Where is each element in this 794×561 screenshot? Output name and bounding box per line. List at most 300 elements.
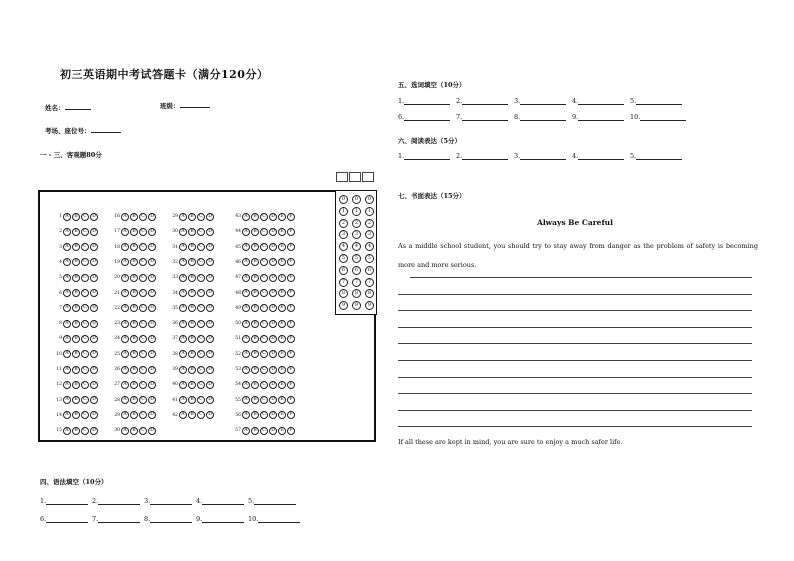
name-field[interactable] — [45, 103, 91, 112]
option-bubble[interactable]: B — [130, 411, 138, 419]
option-bubble[interactable]: D — [90, 304, 98, 312]
digit-bubble[interactable]: 6 — [339, 266, 348, 275]
digit-bubble[interactable]: 2 — [339, 219, 348, 228]
option-bubble[interactable]: C — [81, 350, 89, 358]
option-bubble[interactable]: D — [148, 396, 156, 404]
option-bubble[interactable]: B — [188, 304, 196, 312]
option-bubble[interactable]: A — [242, 274, 250, 282]
option-bubble[interactable]: B — [188, 381, 196, 389]
answer-blank[interactable] — [196, 515, 244, 523]
option-bubble[interactable]: C — [260, 274, 268, 282]
option-bubble[interactable]: C — [197, 304, 205, 312]
option-bubble[interactable]: C — [139, 304, 147, 312]
option-bubble[interactable]: B — [130, 258, 138, 266]
option-bubble[interactable]: B — [188, 335, 196, 343]
option-bubble[interactable]: E — [278, 427, 286, 435]
option-bubble[interactable]: A — [179, 213, 187, 221]
option-bubble[interactable]: D — [269, 427, 277, 435]
option-bubble[interactable]: C — [81, 381, 89, 389]
option-bubble[interactable]: D — [269, 274, 277, 282]
option-bubble[interactable]: A — [63, 320, 71, 328]
option-bubble[interactable]: A — [242, 350, 250, 358]
option-bubble[interactable]: C — [260, 304, 268, 312]
option-bubble[interactable]: B — [188, 289, 196, 297]
option-bubble[interactable]: D — [206, 396, 214, 404]
option-bubble[interactable]: B — [251, 213, 259, 221]
option-bubble[interactable]: C — [260, 396, 268, 404]
option-bubble[interactable]: D — [90, 396, 98, 404]
option-bubble[interactable]: D — [269, 411, 277, 419]
digit-bubble[interactable]: 7 — [365, 278, 374, 287]
option-bubble[interactable]: D — [90, 427, 98, 435]
option-bubble[interactable]: A — [179, 258, 187, 266]
answer-blank[interactable] — [92, 497, 140, 505]
option-bubble[interactable]: B — [251, 366, 259, 374]
answer-blank[interactable] — [630, 97, 682, 105]
option-bubble[interactable]: D — [269, 335, 277, 343]
option-bubble[interactable]: D — [90, 289, 98, 297]
option-bubble[interactable]: D — [90, 274, 98, 282]
option-bubble[interactable]: B — [130, 320, 138, 328]
digit-bubble[interactable]: 0 — [365, 195, 374, 204]
option-bubble[interactable]: D — [269, 258, 277, 266]
option-bubble[interactable]: C — [139, 350, 147, 358]
option-bubble[interactable]: B — [130, 304, 138, 312]
option-bubble[interactable]: B — [251, 304, 259, 312]
option-bubble[interactable]: B — [188, 243, 196, 251]
writing-line[interactable] — [398, 294, 752, 295]
option-bubble[interactable]: B — [251, 411, 259, 419]
option-bubble[interactable]: B — [130, 366, 138, 374]
option-bubble[interactable]: C — [197, 289, 205, 297]
option-bubble[interactable]: E — [278, 320, 286, 328]
option-bubble[interactable]: A — [121, 335, 129, 343]
digit-bubble[interactable]: 0 — [352, 195, 361, 204]
option-bubble[interactable]: C — [139, 320, 147, 328]
option-bubble[interactable]: A — [242, 304, 250, 312]
option-bubble[interactable]: D — [206, 304, 214, 312]
digit-bubble[interactable]: 7 — [339, 278, 348, 287]
option-bubble[interactable]: B — [188, 411, 196, 419]
option-bubble[interactable]: A — [121, 213, 129, 221]
option-bubble[interactable]: F — [287, 258, 295, 266]
option-bubble[interactable]: B — [72, 320, 80, 328]
option-bubble[interactable]: A — [63, 335, 71, 343]
option-bubble[interactable]: F — [287, 304, 295, 312]
option-bubble[interactable]: A — [121, 304, 129, 312]
option-bubble[interactable]: A — [121, 243, 129, 251]
writing-line[interactable] — [398, 310, 752, 311]
option-bubble[interactable]: E — [278, 228, 286, 236]
option-bubble[interactable]: A — [63, 350, 71, 358]
option-bubble[interactable]: F — [287, 381, 295, 389]
option-bubble[interactable]: C — [197, 411, 205, 419]
option-bubble[interactable]: A — [242, 243, 250, 251]
option-bubble[interactable]: B — [188, 274, 196, 282]
digit-bubble[interactable]: 5 — [339, 254, 348, 263]
option-bubble[interactable]: B — [72, 427, 80, 435]
writing-line[interactable] — [398, 377, 752, 378]
digit-bubble[interactable]: 2 — [365, 219, 374, 228]
option-bubble[interactable]: A — [63, 243, 71, 251]
option-bubble[interactable]: C — [197, 213, 205, 221]
option-bubble[interactable]: C — [81, 427, 89, 435]
option-bubble[interactable]: E — [278, 411, 286, 419]
option-bubble[interactable]: C — [139, 228, 147, 236]
option-bubble[interactable]: D — [269, 381, 277, 389]
answer-blank[interactable] — [398, 97, 450, 105]
option-bubble[interactable]: B — [188, 320, 196, 328]
option-bubble[interactable]: A — [242, 335, 250, 343]
option-bubble[interactable]: B — [251, 335, 259, 343]
option-bubble[interactable]: B — [72, 366, 80, 374]
option-bubble[interactable]: E — [278, 381, 286, 389]
writing-line[interactable] — [398, 343, 752, 344]
option-bubble[interactable]: A — [121, 350, 129, 358]
option-bubble[interactable]: B — [72, 396, 80, 404]
digit-bubble[interactable]: 6 — [352, 266, 361, 275]
option-bubble[interactable]: A — [179, 304, 187, 312]
answer-blank[interactable] — [398, 152, 450, 160]
option-bubble[interactable]: C — [197, 228, 205, 236]
option-bubble[interactable]: C — [139, 335, 147, 343]
option-bubble[interactable]: B — [188, 366, 196, 374]
option-bubble[interactable]: D — [148, 381, 156, 389]
answer-blank[interactable] — [630, 152, 682, 160]
writing-line[interactable] — [398, 410, 752, 411]
digit-bubble[interactable]: 5 — [352, 254, 361, 263]
option-bubble[interactable]: B — [251, 320, 259, 328]
option-bubble[interactable]: C — [260, 258, 268, 266]
option-bubble[interactable]: A — [63, 289, 71, 297]
digit-bubble[interactable]: 9 — [365, 301, 374, 310]
option-bubble[interactable]: F — [287, 366, 295, 374]
digit-bubble[interactable]: 0 — [339, 195, 348, 204]
option-bubble[interactable]: D — [148, 366, 156, 374]
option-bubble[interactable]: D — [148, 427, 156, 435]
option-bubble[interactable]: D — [90, 258, 98, 266]
option-bubble[interactable]: C — [81, 320, 89, 328]
option-bubble[interactable]: A — [179, 381, 187, 389]
option-bubble[interactable]: A — [179, 320, 187, 328]
option-bubble[interactable]: A — [179, 350, 187, 358]
option-bubble[interactable]: F — [287, 320, 295, 328]
option-bubble[interactable]: C — [197, 258, 205, 266]
answer-blank[interactable] — [514, 97, 566, 105]
answer-blank[interactable] — [144, 497, 192, 505]
digit-bubble[interactable]: 3 — [339, 230, 348, 239]
option-bubble[interactable]: C — [197, 396, 205, 404]
option-bubble[interactable]: C — [197, 243, 205, 251]
digit-bubble[interactable]: 3 — [365, 230, 374, 239]
option-bubble[interactable]: B — [130, 213, 138, 221]
option-bubble[interactable]: D — [206, 350, 214, 358]
option-bubble[interactable]: C — [81, 258, 89, 266]
answer-blank[interactable] — [248, 497, 296, 505]
option-bubble[interactable]: A — [242, 213, 250, 221]
option-bubble[interactable]: A — [121, 320, 129, 328]
option-bubble[interactable]: A — [242, 320, 250, 328]
option-bubble[interactable]: C — [139, 274, 147, 282]
option-bubble[interactable]: D — [148, 350, 156, 358]
option-bubble[interactable]: C — [139, 427, 147, 435]
option-bubble[interactable]: A — [179, 411, 187, 419]
option-bubble[interactable]: A — [242, 366, 250, 374]
option-bubble[interactable]: E — [278, 274, 286, 282]
option-bubble[interactable]: E — [278, 350, 286, 358]
option-bubble[interactable]: B — [130, 274, 138, 282]
option-bubble[interactable]: C — [139, 243, 147, 251]
option-bubble[interactable]: B — [72, 289, 80, 297]
option-bubble[interactable]: B — [130, 228, 138, 236]
option-bubble[interactable]: D — [269, 289, 277, 297]
option-bubble[interactable]: B — [72, 335, 80, 343]
option-bubble[interactable]: C — [81, 396, 89, 404]
option-bubble[interactable]: B — [251, 381, 259, 389]
option-bubble[interactable]: B — [72, 213, 80, 221]
option-bubble[interactable]: C — [139, 396, 147, 404]
option-bubble[interactable]: A — [179, 274, 187, 282]
option-bubble[interactable]: D — [148, 335, 156, 343]
option-bubble[interactable]: C — [139, 213, 147, 221]
class-field[interactable] — [160, 101, 210, 110]
option-bubble[interactable]: A — [179, 396, 187, 404]
answer-blank[interactable] — [456, 113, 508, 121]
answer-blank[interactable] — [514, 113, 566, 121]
answer-blank[interactable] — [92, 515, 140, 523]
option-bubble[interactable]: C — [260, 411, 268, 419]
option-bubble[interactable]: A — [242, 381, 250, 389]
option-bubble[interactable]: D — [148, 320, 156, 328]
option-bubble[interactable]: F — [287, 289, 295, 297]
option-bubble[interactable]: D — [206, 243, 214, 251]
option-bubble[interactable]: C — [139, 411, 147, 419]
option-bubble[interactable]: E — [278, 366, 286, 374]
option-bubble[interactable]: A — [121, 366, 129, 374]
option-bubble[interactable]: C — [139, 381, 147, 389]
digit-bubble[interactable]: 2 — [352, 219, 361, 228]
option-bubble[interactable]: C — [260, 243, 268, 251]
option-bubble[interactable]: F — [287, 335, 295, 343]
option-bubble[interactable]: D — [90, 335, 98, 343]
option-bubble[interactable]: E — [278, 258, 286, 266]
option-bubble[interactable]: C — [197, 350, 205, 358]
option-bubble[interactable]: C — [197, 335, 205, 343]
option-bubble[interactable]: F — [287, 411, 295, 419]
option-bubble[interactable]: A — [121, 228, 129, 236]
option-bubble[interactable]: D — [148, 213, 156, 221]
option-bubble[interactable]: C — [260, 350, 268, 358]
digit-bubble[interactable]: 3 — [352, 230, 361, 239]
writing-line[interactable] — [398, 393, 752, 394]
option-bubble[interactable]: C — [260, 366, 268, 374]
option-bubble[interactable]: D — [148, 274, 156, 282]
option-bubble[interactable]: A — [121, 396, 129, 404]
option-bubble[interactable]: B — [72, 350, 80, 358]
option-bubble[interactable]: B — [130, 243, 138, 251]
option-bubble[interactable]: D — [269, 243, 277, 251]
option-bubble[interactable]: C — [81, 243, 89, 251]
option-bubble[interactable]: A — [179, 243, 187, 251]
option-bubble[interactable]: D — [90, 243, 98, 251]
option-bubble[interactable]: A — [242, 427, 250, 435]
option-bubble[interactable]: C — [81, 213, 89, 221]
option-bubble[interactable]: F — [287, 396, 295, 404]
option-bubble[interactable]: C — [139, 258, 147, 266]
option-bubble[interactable]: A — [242, 411, 250, 419]
option-bubble[interactable]: C — [197, 366, 205, 374]
option-bubble[interactable]: D — [206, 366, 214, 374]
option-bubble[interactable]: C — [260, 320, 268, 328]
answer-blank[interactable] — [40, 515, 88, 523]
answer-blank[interactable] — [514, 152, 566, 160]
option-bubble[interactable]: B — [72, 304, 80, 312]
writing-line[interactable] — [398, 360, 752, 361]
option-bubble[interactable]: A — [63, 304, 71, 312]
digit-bubble[interactable]: 5 — [365, 254, 374, 263]
option-bubble[interactable]: A — [242, 396, 250, 404]
writing-line[interactable] — [410, 277, 752, 278]
answer-blank[interactable] — [572, 152, 624, 160]
option-bubble[interactable]: A — [63, 228, 71, 236]
option-bubble[interactable]: B — [72, 381, 80, 389]
digit-bubble[interactable]: 8 — [339, 289, 348, 298]
option-bubble[interactable]: C — [81, 274, 89, 282]
option-bubble[interactable]: D — [148, 289, 156, 297]
option-bubble[interactable]: C — [197, 274, 205, 282]
option-bubble[interactable]: A — [63, 411, 71, 419]
option-bubble[interactable]: B — [130, 335, 138, 343]
digit-bubble[interactable]: 1 — [352, 207, 361, 216]
option-bubble[interactable]: B — [130, 427, 138, 435]
exam-seat-field[interactable] — [45, 126, 121, 135]
option-bubble[interactable]: B — [72, 258, 80, 266]
option-bubble[interactable]: C — [260, 228, 268, 236]
answer-blank[interactable] — [572, 113, 624, 121]
option-bubble[interactable]: C — [139, 289, 147, 297]
option-bubble[interactable]: C — [81, 304, 89, 312]
answer-blank[interactable] — [398, 113, 450, 121]
option-bubble[interactable]: D — [206, 289, 214, 297]
option-bubble[interactable]: C — [260, 335, 268, 343]
option-bubble[interactable]: D — [148, 411, 156, 419]
option-bubble[interactable]: A — [63, 396, 71, 404]
option-bubble[interactable]: E — [278, 243, 286, 251]
option-bubble[interactable]: D — [148, 304, 156, 312]
option-bubble[interactable]: D — [148, 243, 156, 251]
option-bubble[interactable]: D — [269, 396, 277, 404]
answer-blank[interactable] — [572, 97, 624, 105]
option-bubble[interactable]: B — [188, 228, 196, 236]
option-bubble[interactable]: F — [287, 427, 295, 435]
option-bubble[interactable]: C — [197, 381, 205, 389]
option-bubble[interactable]: E — [278, 213, 286, 221]
option-bubble[interactable]: B — [188, 258, 196, 266]
digit-bubble[interactable]: 8 — [352, 289, 361, 298]
option-bubble[interactable]: D — [206, 335, 214, 343]
digit-bubble[interactable]: 9 — [339, 301, 348, 310]
option-bubble[interactable]: D — [206, 213, 214, 221]
option-bubble[interactable]: B — [188, 350, 196, 358]
digit-bubble[interactable]: 1 — [339, 207, 348, 216]
option-bubble[interactable]: D — [206, 381, 214, 389]
option-bubble[interactable]: B — [251, 258, 259, 266]
option-bubble[interactable]: D — [90, 213, 98, 221]
option-bubble[interactable]: C — [197, 320, 205, 328]
option-bubble[interactable]: A — [242, 258, 250, 266]
option-bubble[interactable]: B — [72, 274, 80, 282]
option-bubble[interactable]: A — [121, 258, 129, 266]
option-bubble[interactable]: D — [269, 366, 277, 374]
option-bubble[interactable]: B — [251, 274, 259, 282]
option-bubble[interactable]: B — [130, 396, 138, 404]
answer-blank[interactable] — [40, 497, 88, 505]
option-bubble[interactable]: D — [269, 320, 277, 328]
option-bubble[interactable]: C — [81, 411, 89, 419]
option-bubble[interactable]: D — [90, 228, 98, 236]
option-bubble[interactable]: A — [121, 411, 129, 419]
option-bubble[interactable]: C — [139, 366, 147, 374]
option-bubble[interactable]: C — [81, 335, 89, 343]
answer-blank[interactable] — [630, 113, 686, 121]
option-bubble[interactable]: B — [188, 213, 196, 221]
option-bubble[interactable]: B — [72, 243, 80, 251]
option-bubble[interactable]: B — [130, 289, 138, 297]
option-bubble[interactable]: C — [81, 228, 89, 236]
option-bubble[interactable]: C — [260, 381, 268, 389]
option-bubble[interactable]: C — [260, 427, 268, 435]
option-bubble[interactable]: E — [278, 304, 286, 312]
option-bubble[interactable]: B — [251, 396, 259, 404]
digit-bubble[interactable]: 6 — [365, 266, 374, 275]
option-bubble[interactable]: B — [130, 381, 138, 389]
option-bubble[interactable]: F — [287, 243, 295, 251]
option-bubble[interactable]: C — [81, 289, 89, 297]
option-bubble[interactable]: B — [251, 289, 259, 297]
option-bubble[interactable]: D — [269, 228, 277, 236]
digit-bubble[interactable]: 1 — [365, 207, 374, 216]
option-bubble[interactable]: F — [287, 350, 295, 358]
option-bubble[interactable]: B — [188, 396, 196, 404]
option-bubble[interactable]: D — [90, 366, 98, 374]
option-bubble[interactable]: A — [63, 274, 71, 282]
answer-blank[interactable] — [144, 515, 192, 523]
option-bubble[interactable]: B — [130, 350, 138, 358]
option-bubble[interactable]: D — [206, 320, 214, 328]
digit-bubble[interactable]: 7 — [352, 278, 361, 287]
option-bubble[interactable]: D — [206, 411, 214, 419]
option-bubble[interactable]: A — [63, 258, 71, 266]
option-bubble[interactable]: E — [278, 289, 286, 297]
digit-bubble[interactable]: 9 — [352, 301, 361, 310]
option-bubble[interactable]: A — [179, 335, 187, 343]
option-bubble[interactable]: A — [179, 366, 187, 374]
option-bubble[interactable]: F — [287, 213, 295, 221]
option-bubble[interactable]: A — [179, 228, 187, 236]
option-bubble[interactable]: D — [269, 213, 277, 221]
option-bubble[interactable]: D — [90, 320, 98, 328]
option-bubble[interactable]: B — [72, 228, 80, 236]
answer-blank[interactable] — [456, 152, 508, 160]
option-bubble[interactable]: D — [90, 381, 98, 389]
option-bubble[interactable]: A — [121, 427, 129, 435]
option-bubble[interactable]: D — [148, 228, 156, 236]
option-bubble[interactable]: B — [72, 411, 80, 419]
writing-line[interactable] — [398, 426, 752, 427]
option-bubble[interactable]: E — [278, 396, 286, 404]
digit-bubble[interactable]: 4 — [339, 242, 348, 251]
answer-blank[interactable] — [248, 515, 300, 523]
